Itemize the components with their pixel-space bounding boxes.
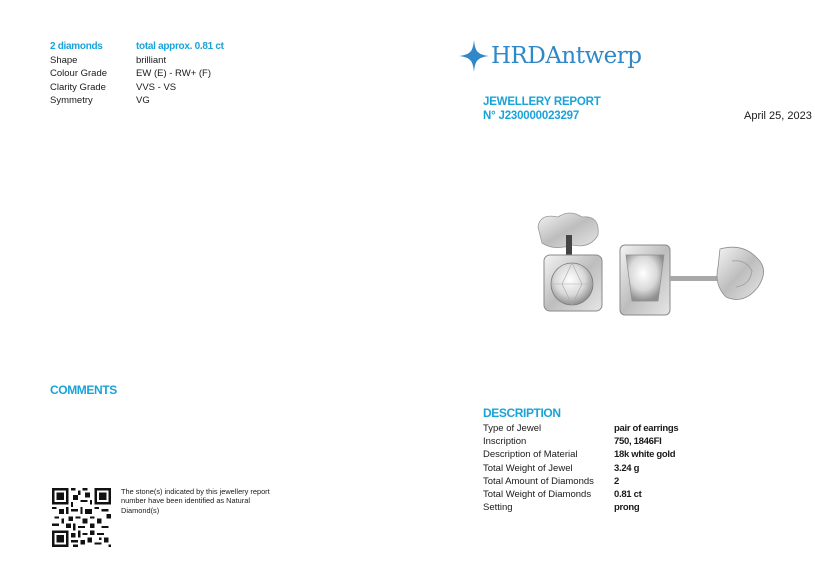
desc-row-type — [483, 422, 678, 435]
description-table — [483, 422, 678, 514]
earrings-photo — [520, 205, 780, 325]
diamond-specs — [50, 40, 224, 108]
spec-label: Colour Grade — [50, 68, 108, 79]
report-date: April 25, 2023 — [744, 110, 812, 122]
desc-label: Setting — [483, 502, 513, 514]
spec-label: Symmetry — [50, 95, 93, 106]
report-title: JEWELLERY REPORT — [483, 96, 601, 108]
desc-label: Total Amount of Diamonds — [483, 475, 594, 487]
spec-value: brilliant — [136, 54, 167, 66]
right-earring — [620, 245, 764, 315]
desc-value: 3.24 g — [614, 462, 640, 474]
specs-header — [50, 40, 224, 54]
desc-label: Description of Material — [483, 449, 578, 461]
spec-row-symmetry — [50, 94, 224, 108]
spec-label: Shape — [50, 54, 78, 66]
hrd-logo — [459, 40, 642, 72]
spec-row-colour — [50, 67, 224, 81]
desc-row-diamond-weight — [483, 488, 678, 501]
sparkle-icon — [459, 40, 489, 72]
qr-note: The stone(s) indicated by this jewellery report number have been identified as Natural Diamond(s) — [121, 487, 270, 515]
spec-value: EW (E) - RW+ (F) — [136, 68, 212, 79]
left-earring — [538, 213, 602, 311]
desc-value: 2 — [614, 475, 619, 487]
desc-label: Total Weight of Diamonds — [483, 489, 592, 501]
desc-row-setting — [483, 501, 678, 514]
desc-row-material — [483, 448, 678, 461]
desc-label: Type of Jewel — [483, 423, 542, 434]
desc-label: Total Weight of Jewel — [483, 462, 573, 474]
desc-row-inscription — [483, 435, 678, 448]
description-heading: DESCRIPTION — [483, 406, 561, 420]
report-number: N° J230000023297 — [483, 110, 580, 122]
qr-code[interactable] — [52, 488, 111, 547]
desc-label: Inscription — [483, 436, 527, 448]
spec-value: VG — [136, 95, 150, 106]
desc-value: 750, 1846FI — [614, 436, 662, 448]
specs-count: 2 diamonds — [50, 41, 103, 52]
desc-value: pair of earrings — [614, 423, 679, 434]
spec-row-shape — [50, 54, 224, 68]
spec-value: VVS - VS — [136, 81, 177, 93]
spec-label: Clarity Grade — [50, 81, 106, 93]
desc-row-diamond-count — [483, 475, 678, 488]
desc-row-jewel-weight — [483, 462, 678, 475]
report-heading — [483, 95, 601, 123]
desc-value: 0.81 ct — [614, 489, 642, 501]
spec-row-clarity — [50, 81, 224, 95]
comments-heading: COMMENTS — [50, 383, 117, 397]
desc-value: prong — [614, 502, 640, 514]
desc-value: 18k white gold — [614, 449, 676, 461]
specs-total-weight: total approx. 0.81 ct — [136, 41, 224, 52]
logo-text: HRDAntwerp — [491, 43, 642, 69]
